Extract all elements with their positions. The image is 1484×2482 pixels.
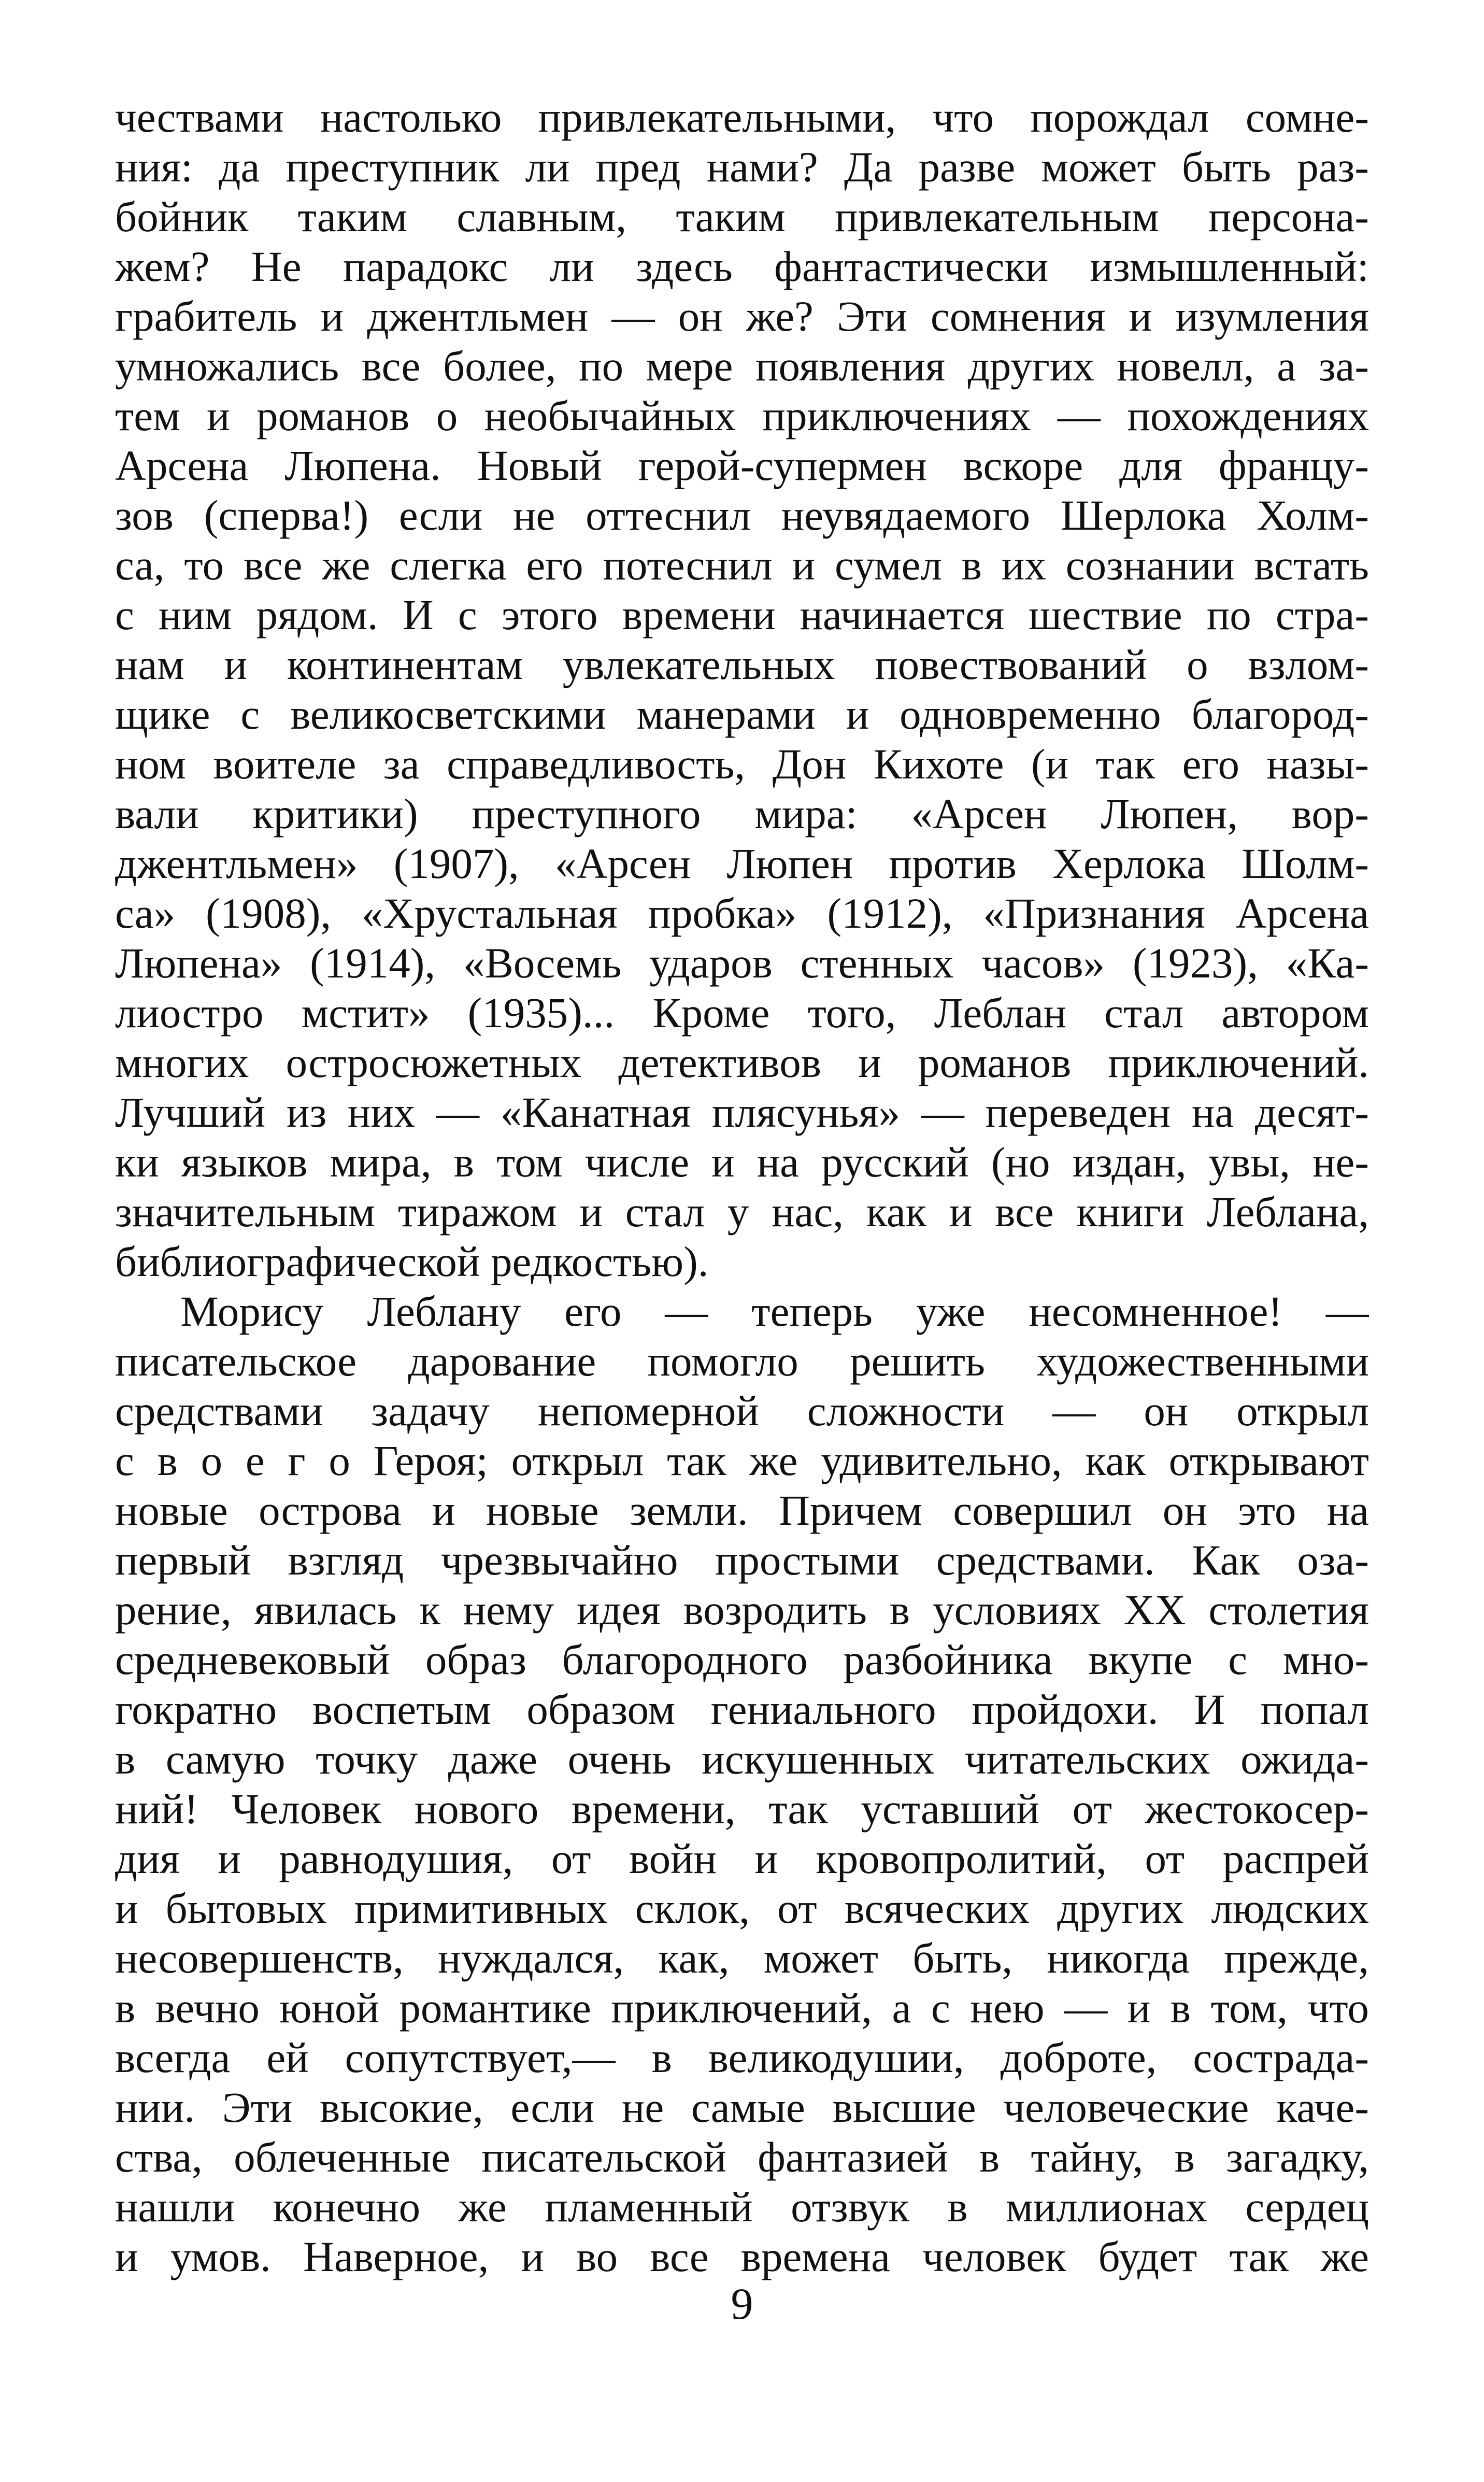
text-line: значительным тиражом и стал у нас, как и все книги Леблана,: [115, 1188, 1369, 1236]
text-line: джентльмен» (1907), «Арсен Люпен против Херлока Шолм-: [115, 840, 1369, 887]
text-line: ном воителе за справедливость, Дон Кихоте (и так его назы-: [115, 740, 1369, 788]
page-number: 9: [731, 2279, 753, 2329]
text-line: Лучший из них — «Канатная плясунья» — переведен на десят-: [115, 1088, 1369, 1136]
text-line: са» (1908), «Хрустальная пробка» (1912), «Признания Арсена: [115, 889, 1369, 937]
text-line: ства, облеченные писательской фантазией в тайну, в загадку,: [115, 2133, 1369, 2181]
text-line: и умов. Наверное, и во все времена человек будет так же: [115, 2233, 1369, 2280]
text-line: в вечно юной романтике приключений, а с нею — и в том, что: [115, 1984, 1369, 2032]
text-line: щике с великосветскими манерами и одновременно благород-: [115, 690, 1369, 738]
text-line: ний! Человек нового времени, так уставший от жестокосер-: [115, 1785, 1369, 1833]
body-text: [115, 92, 1369, 2281]
text-line: Морису Леблану его — теперь уже несомненное! —: [180, 1287, 1369, 1335]
text-line: библиографической редкостью).: [115, 1238, 709, 1285]
text-line: нашли конечно же пламенный отзвук в миллионах сердец: [115, 2183, 1369, 2231]
text-line: бойник таким славным, таким привлекательным персона-: [115, 193, 1369, 240]
text-line: Арсена Люпена. Новый герой-супермен вскоре для францу-: [115, 442, 1369, 489]
text-line: средствами задачу непомерной сложности — он открыл: [115, 1387, 1369, 1435]
text-line: чествами настолько привлекательными, что порождал сомне-: [115, 93, 1369, 141]
text-line: в самую точку даже очень искушенных читательских ожида-: [115, 1735, 1369, 1783]
text-line: гократно воспетым образом гениального пройдохи. И попал: [115, 1685, 1369, 1733]
text-line: новые острова и новые земли. Причем совершил он это на: [115, 1486, 1369, 1534]
text-line: дия и равнодушия, от войн и кровопролитий, от распрей: [115, 1835, 1369, 1882]
text-line: зов (сперва!) если не оттеснил неувядаемого Шерлока Холм-: [115, 491, 1369, 539]
text-line: многих остросюжетных детективов и романов приключений.: [115, 1039, 1369, 1086]
text-line: ки языков мира, в том числе и на русский (но издан, увы, не-: [115, 1138, 1369, 1186]
text-line: нам и континентам увлекательных повествований о взлом-: [115, 641, 1369, 688]
text-line: и бытовых примитивных склок, от всяческих других людских: [115, 1884, 1369, 1932]
text-line: рение, явилась к нему идея возродить в условиях XX столетия: [115, 1586, 1369, 1634]
text-line: тем и романов о необычайных приключениях — похождениях: [115, 392, 1369, 439]
text-line: лиостро мстит» (1935)... Кроме того, Леблан стал автором: [115, 989, 1369, 1037]
text-line: всегда ей сопутствует,— в великодушии, доброте, сострада-: [115, 2034, 1369, 2081]
text-line: жем? Не парадокс ли здесь фантастически измышленный:: [115, 243, 1369, 290]
text-line: средневековый образ благородного разбойника вкупе с мно-: [115, 1636, 1369, 1683]
text-line: несовершенств, нуждался, как, может быть, никогда прежде,: [115, 1934, 1369, 1982]
text-line: ния: да преступник ли пред нами? Да разве может быть раз-: [115, 143, 1369, 191]
text-line: первый взгляд чрезвычайно простыми средствами. Как оза-: [115, 1536, 1369, 1584]
text-line: писательское дарование помогло решить художественными: [115, 1337, 1369, 1385]
text-line: с ним рядом. И с этого времени начинается шествие по стра-: [115, 591, 1369, 639]
text-line: са, то все же слегка его потеснил и сумел в их сознании встать: [115, 541, 1369, 589]
text-line: Люпена» (1914), «Восемь ударов стенных часов» (1923), «Ка-: [115, 939, 1369, 987]
text-line: грабитель и джентльмен — он же? Эти сомнения и изумления: [115, 292, 1369, 340]
text-line: умножались все более, по мере появления других новелл, а за-: [115, 342, 1369, 390]
text-line: с в о е г о Героя; открыл так же удивительно, как открывают: [115, 1437, 1369, 1484]
text-line: нии. Эти высокие, если не самые высшие человеческие каче-: [115, 2083, 1369, 2131]
text-line: вали критики) преступного мира: «Арсен Люпен, вор-: [115, 790, 1369, 838]
